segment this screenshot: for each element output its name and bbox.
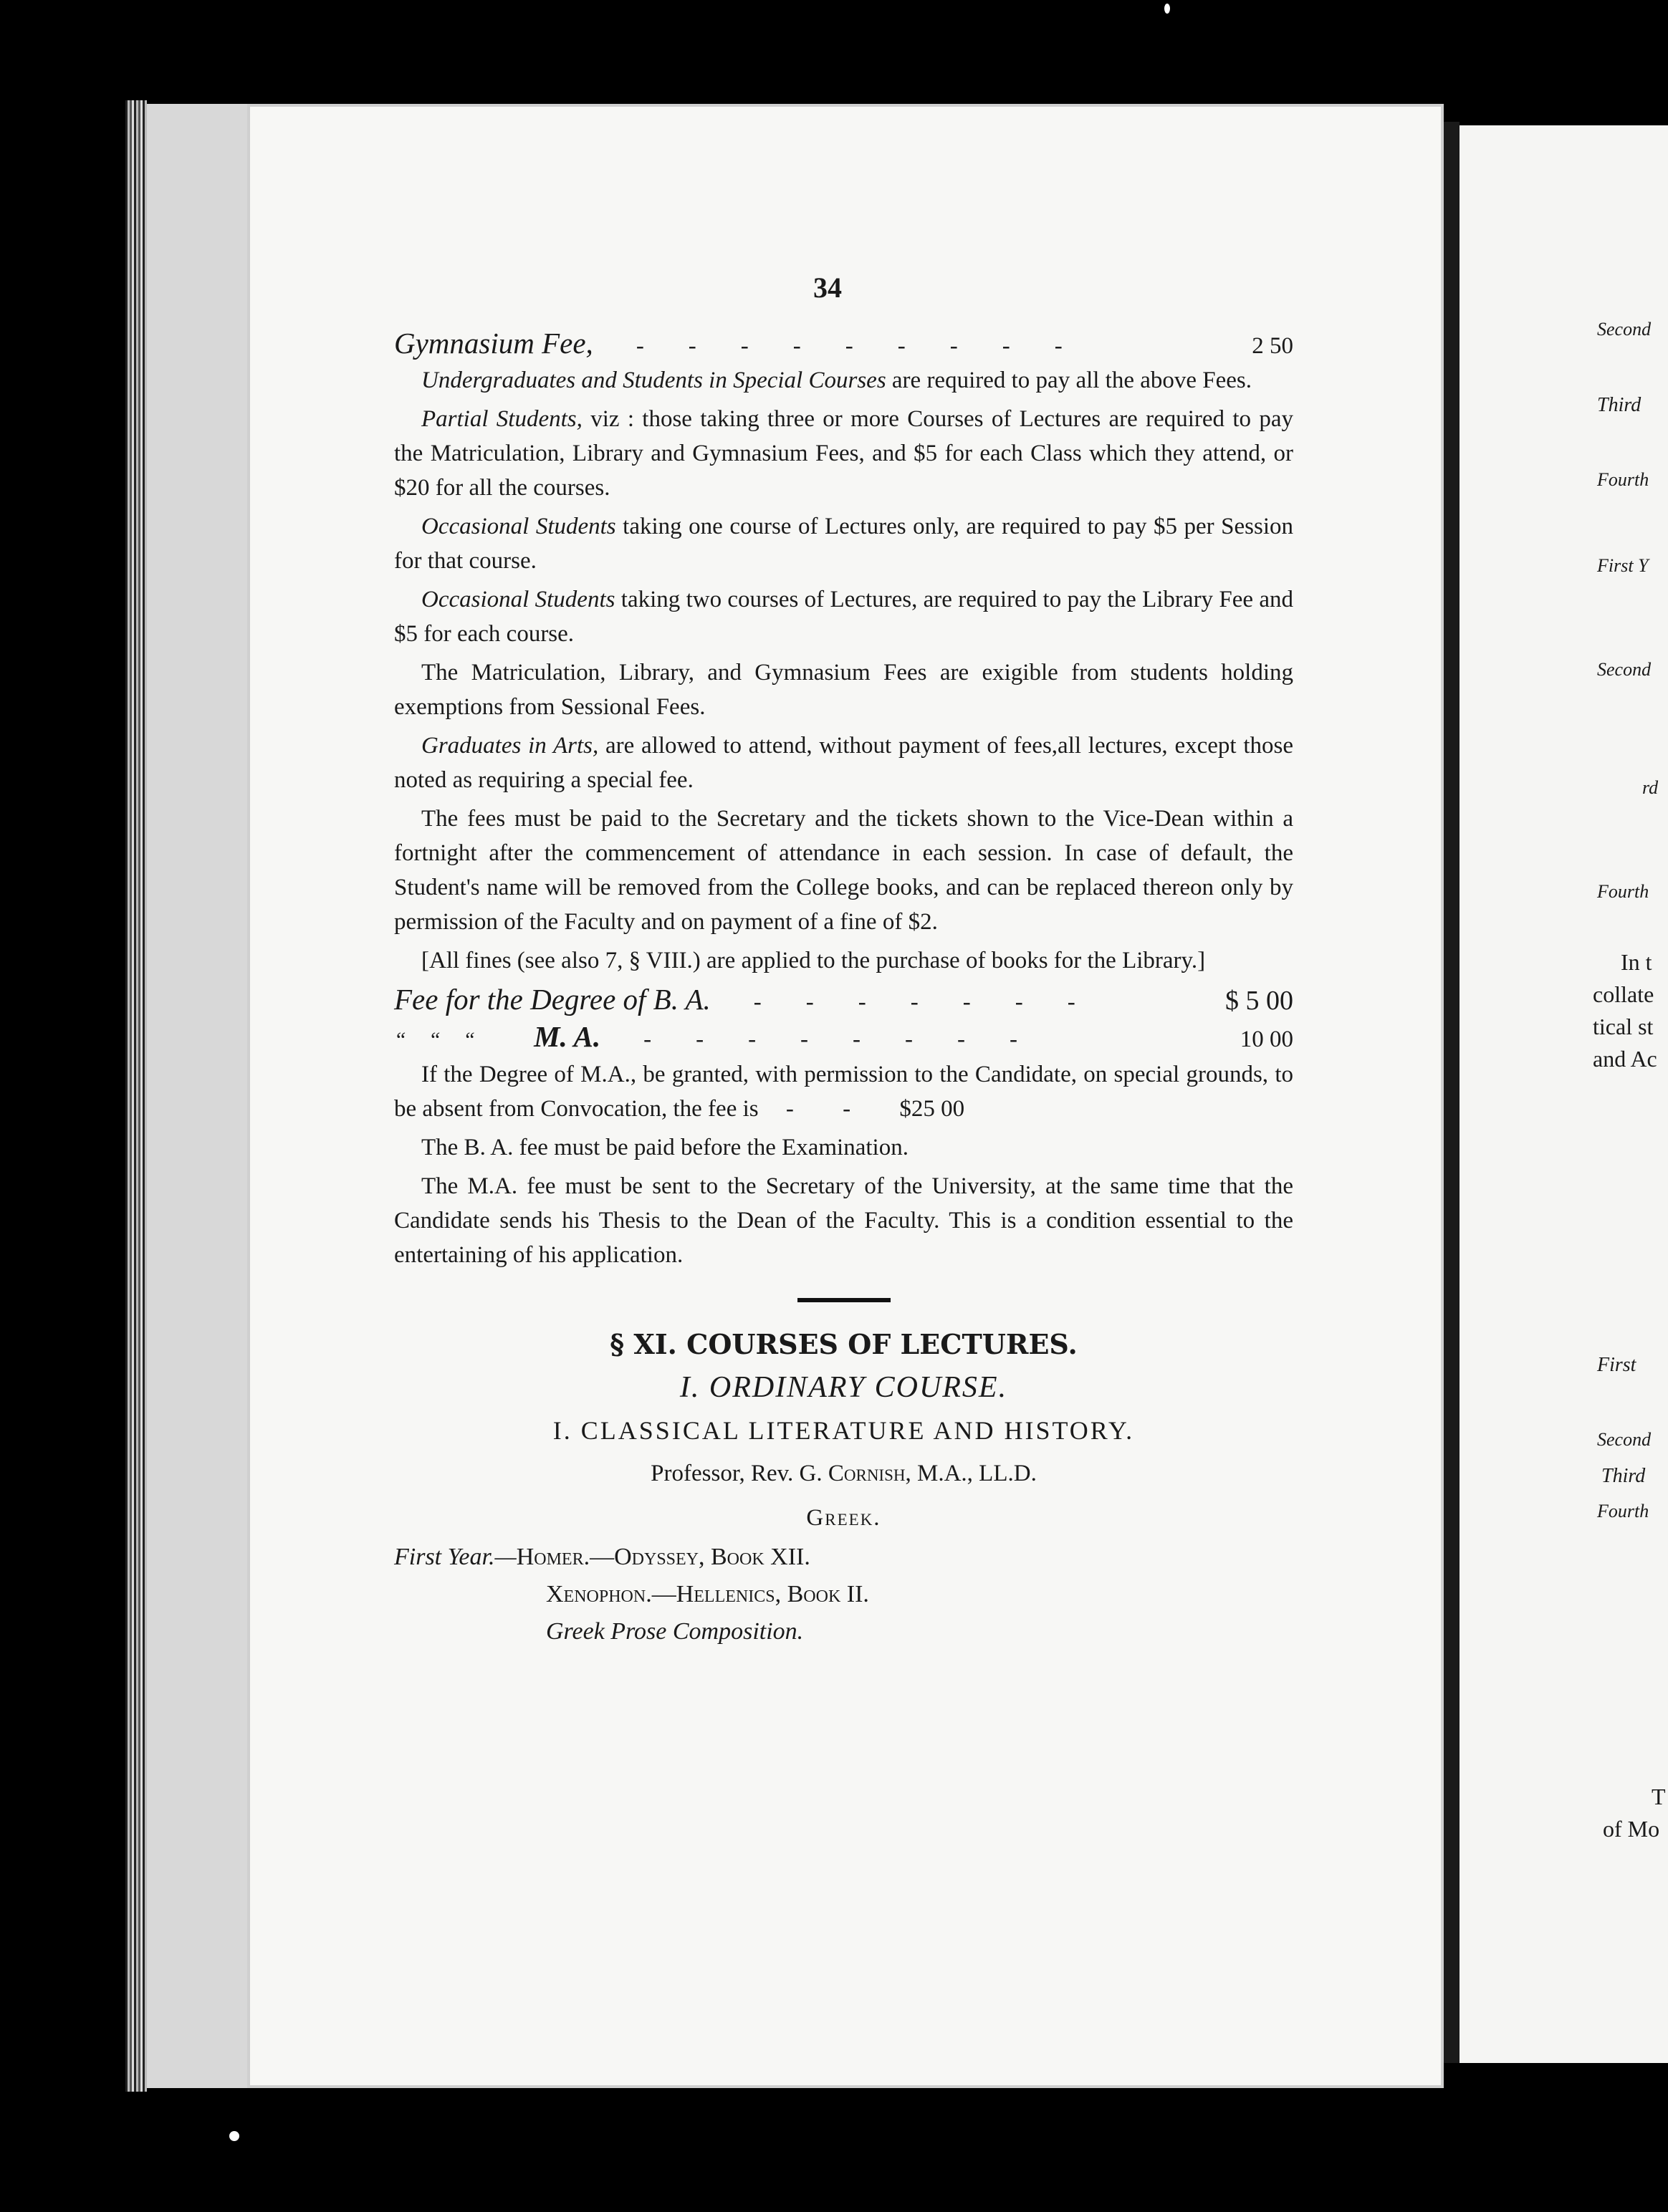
subject-heading: I. CLASSICAL LITERATURE AND HISTORY. [552,1416,1135,1445]
facing-text: rd [1642,777,1659,798]
gymnasium-fee-amount: 2 50 [1252,333,1293,359]
emphasis: Partial Students, [421,406,583,432]
first-year-line [394,1540,1293,1577]
facing-text: Second [1597,1429,1652,1450]
facing-text: Fourth [1597,881,1649,902]
section-divider [797,1298,891,1302]
paragraph [394,509,1293,578]
emphasis: Undergraduates and Students in Special Courses [421,367,886,393]
ma-fee-label [394,1019,600,1057]
emphasis: Occasional Students [421,587,615,612]
facing-text: First Y [1597,555,1649,576]
ditto-marks: “ “ “ [394,1028,484,1052]
emphasis: Occasional Students [421,514,616,539]
ma-fee-row [394,1019,1293,1057]
emphasis: Graduates in Arts, [421,733,599,759]
facing-text: Third [1597,394,1641,416]
ba-fee-amount: $ 5 00 [1225,986,1293,1016]
reading: Xenophon.—Hellenics, Book II. [546,1581,869,1607]
paragraph [394,363,1293,398]
paragraph-text: taking one course of Lectures only, are required to pay $5 per Session for that course. [394,514,1293,574]
facing-text: First [1597,1354,1636,1376]
ma-absent-amount: $25 00 [899,1096,965,1122]
ma-absent-paragraph: If the Degree of M.A., be granted, with permission to the Candidate, on special grounds, to be absent from Convocation, the fee is - - $25 00 [394,1062,1293,1122]
paragraph [394,728,1293,797]
paragraph-text: taking two courses of Lectures, are required to pay the Library Fee and $5 for each course. [394,587,1293,647]
facing-page [1460,125,1668,2063]
paragraph [394,402,1293,505]
leader-dots: --------- [636,333,1107,359]
page-number: 34 [813,271,842,304]
ma-absent-text: If the Degree of M.A., be granted, with permission to the Candidate, on special grounds, to be absent from Convocation, the fee is [394,1062,1293,1122]
reading: Greek Prose Composition. [546,1618,804,1645]
ba-fee-label: Fee for the Degree of B. A. [394,983,711,1016]
course-heading: I. ORDINARY COURSE. [679,1371,1008,1404]
book-spine [125,100,147,2092]
facing-text: collate [1593,981,1654,1007]
gymnasium-fee-row [394,326,1293,363]
paragraph: The fees must be paid to the Secretary and the tickets shown to the Vice-Dean within a fortnight after the commencement of attendance in each session. In case of default, the Student's name will be removed from the College books, and can be replaced thereon only by permission of the Faculty and on payment of a fine of $2. [394,806,1293,935]
facing-text: Fourth [1597,1501,1649,1521]
facing-text: Second [1597,659,1652,680]
reading: Homer.—Odyssey, Book XII. [516,1544,810,1570]
leader-dots: -------- [643,1026,1063,1052]
professor-name: Cornish [828,1461,906,1486]
ma-fee-amount: 10 00 [1240,1026,1293,1052]
paragraph-text: are allowed to attend, without payment of fees,all lectures, except those noted as requiring a special fee. [394,733,1293,793]
ma-degree: M. A. [534,1020,601,1053]
first-year-label: First Year.— [394,1544,517,1570]
facing-text: Second [1597,319,1652,340]
ma-note: The M.A. fee must be sent to the Secretary of the University, at the same time that the Candidate sends his Thesis to the Dean of the Faculty. This is a condition essential to the entertaining of his application. [394,1173,1293,1268]
language-heading: Greek. [806,1505,881,1531]
scan-speck [229,2131,239,2141]
section-heading: § XI. COURSES OF LECTURES. [610,1328,1078,1360]
gymnasium-fee-label: Gymnasium Fee, [394,327,593,360]
facing-text: Fourth [1597,469,1649,490]
paragraph-text: viz : those taking three or more Courses of Lectures are required to pay the Matriculation, Library and Gymnasium Fees, and $5 for each Class which they attend, or $20 for all the courses. [394,406,1293,501]
paragraph-text: are required to pay all the above Fees. [886,367,1252,393]
professor-line [394,1451,1293,1496]
ba-fee-row [394,982,1293,1019]
facing-text: T [1652,1784,1666,1809]
facing-text: tical st [1593,1014,1654,1039]
facing-text: Third [1601,1465,1646,1487]
paragraph: The Matriculation, Library, and Gymnasium Fees are exigible from students holding exemptions from Sessional Fees. [394,660,1293,720]
ba-note: The B. A. fee must be paid before the Examination. [421,1135,909,1160]
paragraph [394,582,1293,651]
facing-text: of Mo [1603,1816,1660,1842]
paragraph: [All fines (see also 7, § VIII.) are applied to the purchase of books for the Library.] [421,948,1206,973]
left-page-edge [147,104,254,2088]
page-content [394,326,1293,1652]
scan-speck [1164,4,1170,14]
facing-text: In t [1621,949,1652,975]
leader-dots: ------- [753,989,1120,1015]
professor-prefix: Professor, Rev. G. [651,1461,828,1486]
professor-suffix: , M.A., LL.D. [905,1461,1037,1486]
page-gutter [1444,122,1460,2063]
facing-text: and Ac [1593,1046,1657,1072]
